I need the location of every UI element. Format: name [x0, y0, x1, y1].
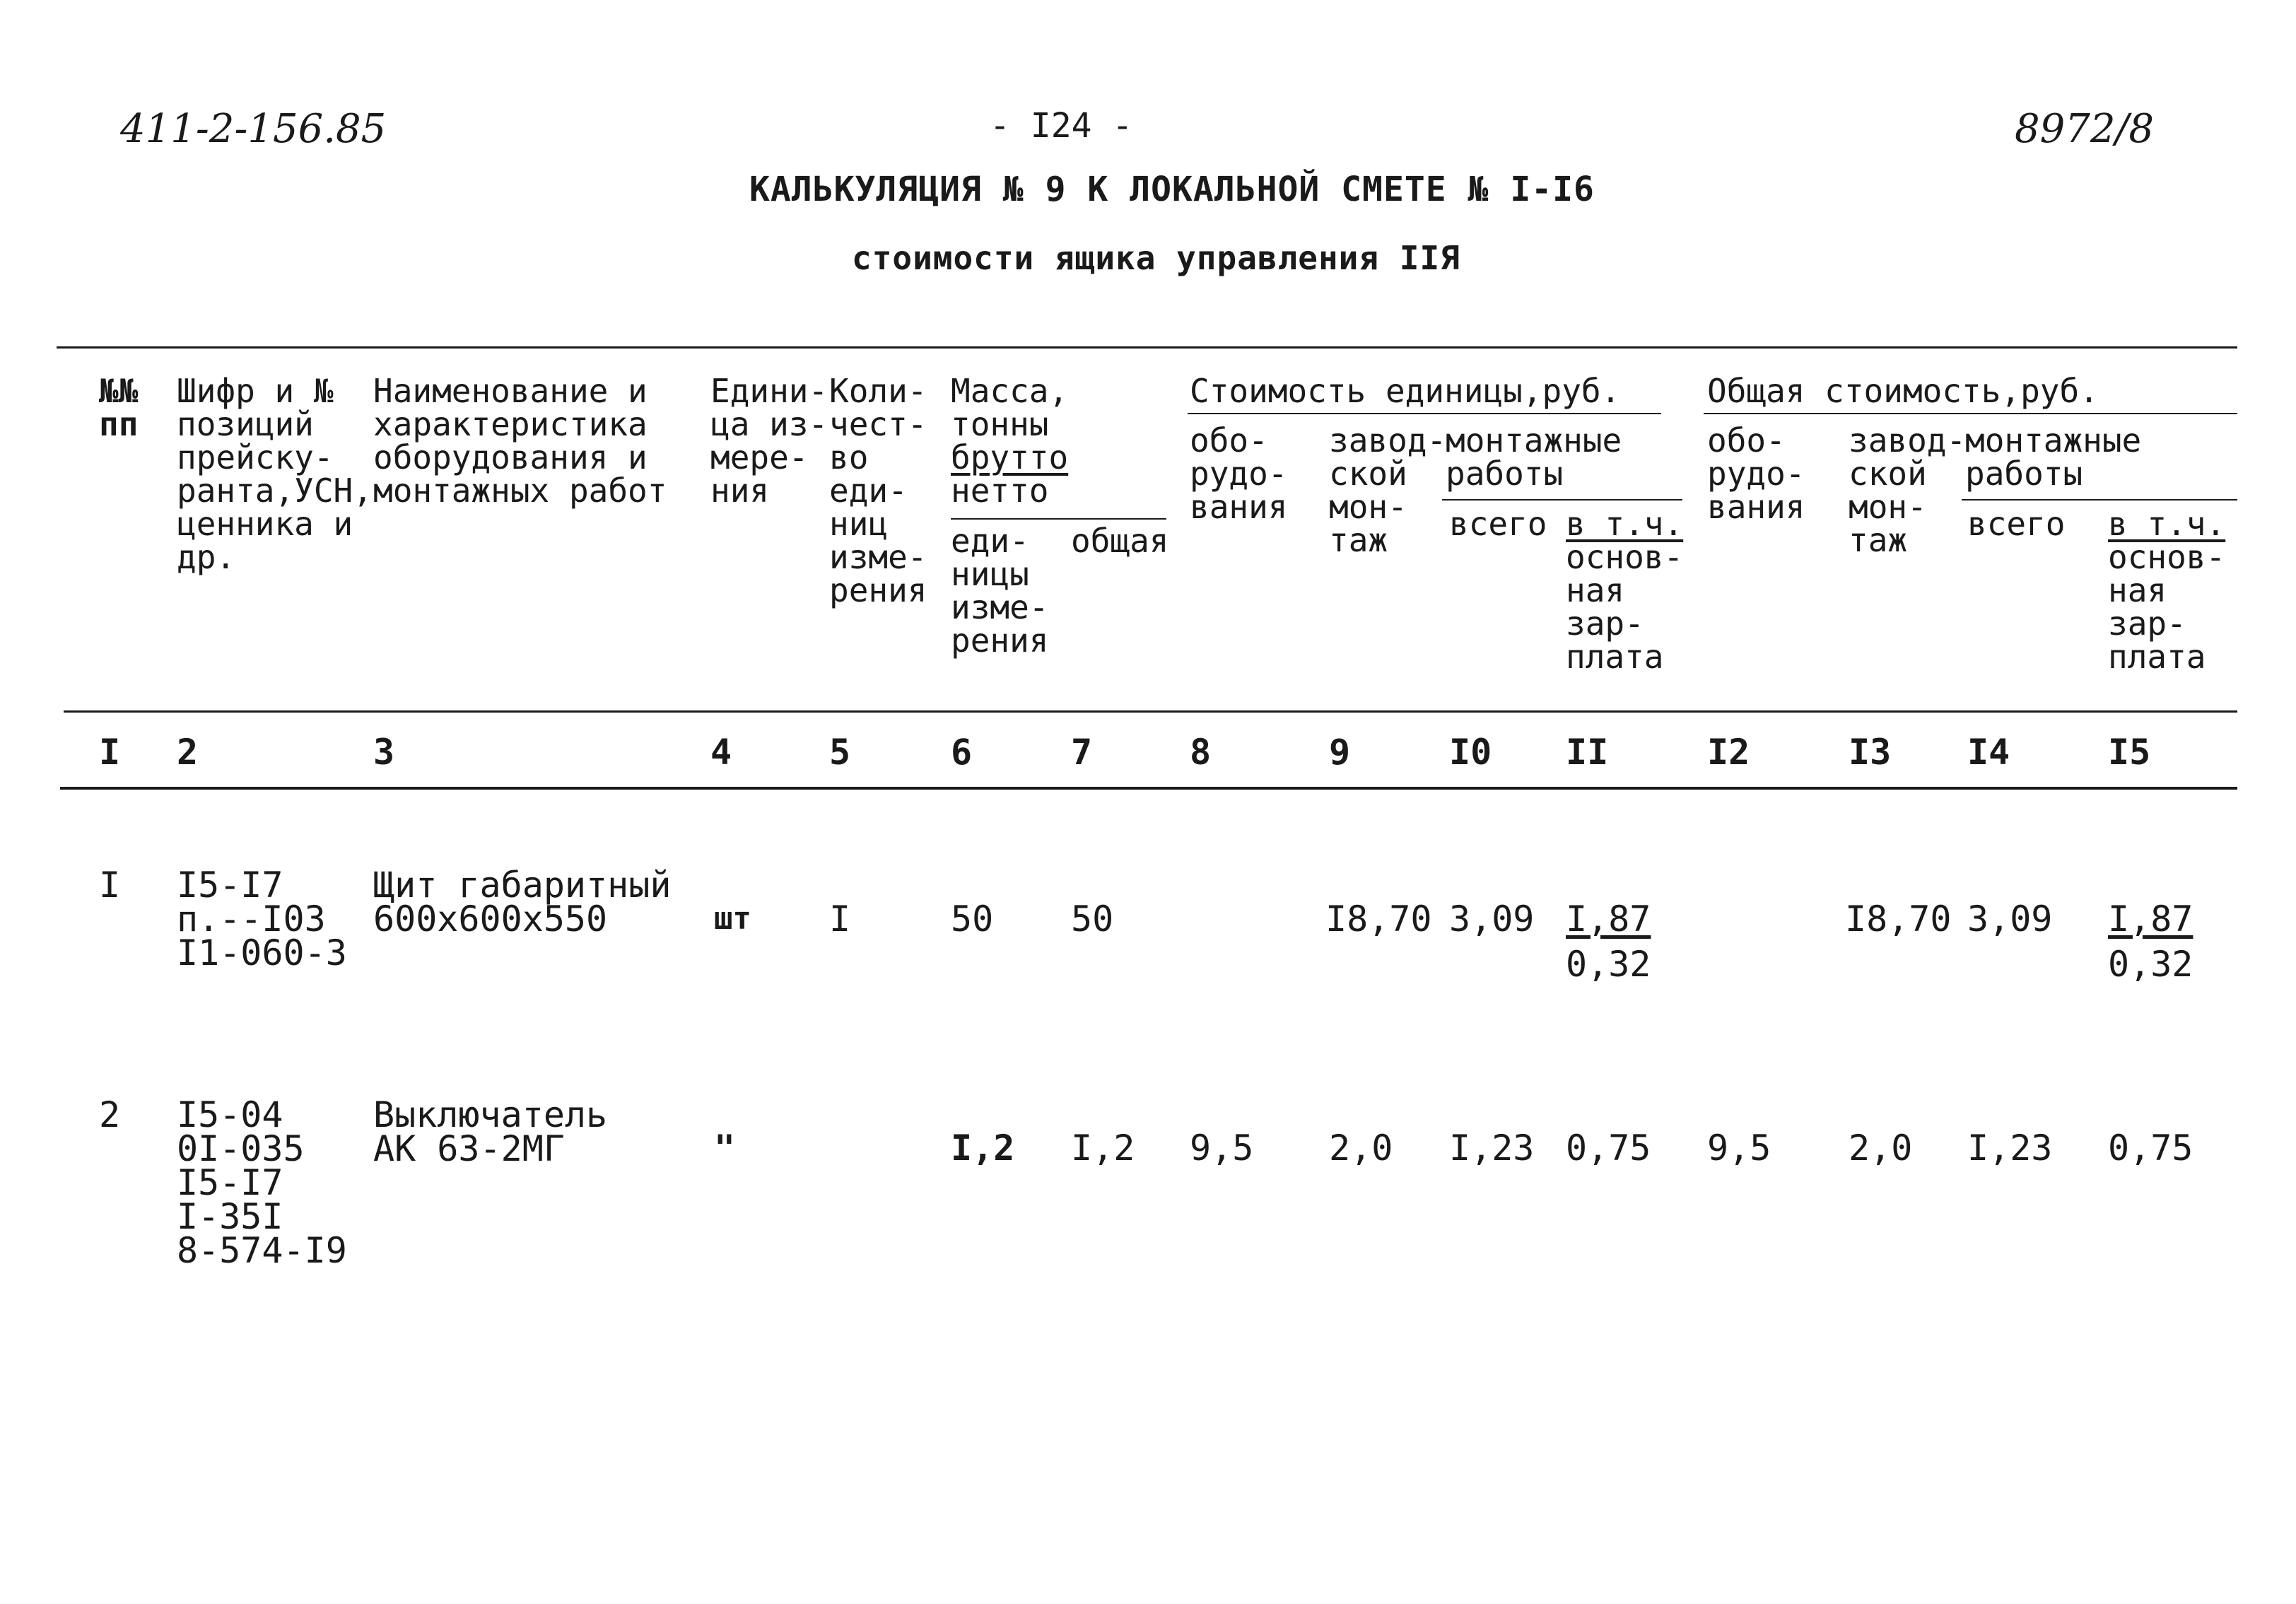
total-cost-group-rule: [1704, 413, 2237, 414]
mount-works-rule-1: [1442, 499, 1682, 500]
header-col-5: Коли- чест- во еди- ниц изме- рения: [829, 372, 927, 609]
row-2-code: I5-04 0I-035 I5-I7 I-35I 8-574-I9: [177, 1094, 347, 1271]
row-2-total-salary: 0,75: [2108, 1128, 2194, 1169]
row-1-mass-unit: 50: [951, 898, 994, 939]
document-code: 411-2-156.85: [120, 106, 387, 152]
row-2-unit: ": [714, 1128, 736, 1169]
row-2-name: Выключатель АК 63-2МГ: [373, 1094, 608, 1169]
row-2-cost-factory: 2,0: [1329, 1128, 1393, 1169]
column-number: I: [99, 732, 121, 773]
page-subtitle: стоимости ящика управления IIЯ: [852, 239, 1460, 277]
column-number: I0: [1449, 732, 1492, 773]
header-col-14: всего: [1967, 505, 2066, 543]
column-number: 3: [373, 732, 395, 773]
header-col-4: Едини- ца из- мере- ния: [710, 372, 828, 510]
row-2-number: 2: [99, 1094, 121, 1135]
row-2-cost-mount-total: I,23: [1449, 1128, 1535, 1169]
header-total-cost-group: Общая стоимость,руб.: [1707, 372, 2099, 410]
row-1-code: I5-I7 п.--I03 I1-060-3: [177, 865, 347, 973]
header-mount-works-1: монтажные работы: [1446, 421, 1622, 493]
column-number: 9: [1329, 732, 1351, 773]
column-number: 7: [1071, 732, 1093, 773]
header-unit-cost-group: Стоимость единицы,руб.: [1190, 372, 1621, 410]
table-top-rule: [57, 346, 2237, 349]
sheet-code: 8972/8: [2015, 106, 2155, 152]
row-1-total-factory: I8,70: [1845, 898, 1952, 939]
row-2-total-factory: 2,0: [1849, 1128, 1913, 1169]
page-title: КАЛЬКУЛЯЦИЯ № 9 К ЛОКАЛЬНОЙ СМЕТЕ № I-I6: [749, 170, 1595, 209]
column-number: 8: [1190, 732, 1212, 773]
mount-works-rule-2: [1962, 499, 2237, 500]
header-mass-group: Масса, тонны: [951, 372, 1069, 443]
unit-cost-group-rule: [1188, 413, 1661, 414]
column-number: 5: [829, 732, 851, 773]
header-col-9: завод- ской мон- таж: [1329, 421, 1447, 559]
row-1-number: I: [99, 865, 121, 906]
header-bottom-rule: [64, 710, 2237, 713]
header-mass-brutto: брутто: [951, 438, 1069, 476]
row-1-total-mount-total: 3,09: [1967, 898, 2053, 939]
header-col-2: Шифр и № позиций прейску- ранта,УСН, ценника и др.: [177, 372, 373, 576]
header-col-15-note: в т.ч.: [2108, 505, 2226, 543]
row-1-cost-mount-total: 3,09: [1449, 898, 1535, 939]
row-1-qty: I: [829, 898, 851, 939]
header-col-13: завод- ской мон- таж: [1849, 421, 1967, 559]
column-number: I5: [2108, 732, 2151, 773]
header-col-6: еди- ницы изме- рения: [951, 522, 1049, 660]
row-2-mass-unit: I,2: [951, 1128, 1015, 1169]
row-1-cost-salary-top: I,87: [1566, 898, 1651, 939]
header-col-11: основ- ная зар- плата: [1566, 538, 1684, 676]
row-2-cost-equipment: 9,5: [1190, 1128, 1254, 1169]
row-2-total-equipment: 9,5: [1707, 1128, 1771, 1169]
header-col-12: обо- рудо- вания: [1707, 421, 1805, 526]
header-col-10: всего: [1449, 505, 1547, 543]
column-numbers-rule: [60, 787, 2237, 790]
row-2-mass-total: I,2: [1071, 1128, 1135, 1169]
header-col-15: основ- ная зар- плата: [2108, 538, 2226, 676]
header-col-11-note: в т.ч.: [1566, 505, 1684, 543]
row-2-cost-salary: 0,75: [1566, 1128, 1651, 1169]
page-number: - I24 -: [990, 106, 1133, 146]
header-col-3: Наименование и характеристика оборудования и монтажных работ: [373, 372, 667, 510]
column-number: 4: [710, 732, 732, 773]
header-col-7: общая: [1071, 522, 1169, 560]
row-2-total-mount-total: I,23: [1967, 1128, 2053, 1169]
row-1-mass-total: 50: [1071, 898, 1114, 939]
header-col-8: обо- рудо- вания: [1190, 421, 1288, 526]
header-mount-works-2: монтажные работы: [1965, 421, 2142, 493]
row-1-name: Щит габаритный 600х600х550: [373, 865, 672, 939]
header-mass-netto: нетто: [951, 472, 1049, 510]
row-1-total-salary-top: I,87: [2108, 898, 2194, 939]
column-number: I4: [1967, 732, 2010, 773]
row-1-cost-factory: I8,70: [1325, 898, 1432, 939]
column-number: II: [1566, 732, 1609, 773]
mass-split-rule: [951, 518, 1166, 520]
row-1-unit: шт: [714, 901, 751, 937]
row-1-cost-salary-bottom: 0,32: [1566, 944, 1651, 985]
column-number: I3: [1849, 732, 1892, 773]
header-col-1: №№ пп: [99, 372, 139, 443]
column-number: I2: [1707, 732, 1750, 773]
column-number: 2: [177, 732, 199, 773]
column-number: 6: [951, 732, 973, 773]
row-1-total-salary-bottom: 0,32: [2108, 944, 2194, 985]
